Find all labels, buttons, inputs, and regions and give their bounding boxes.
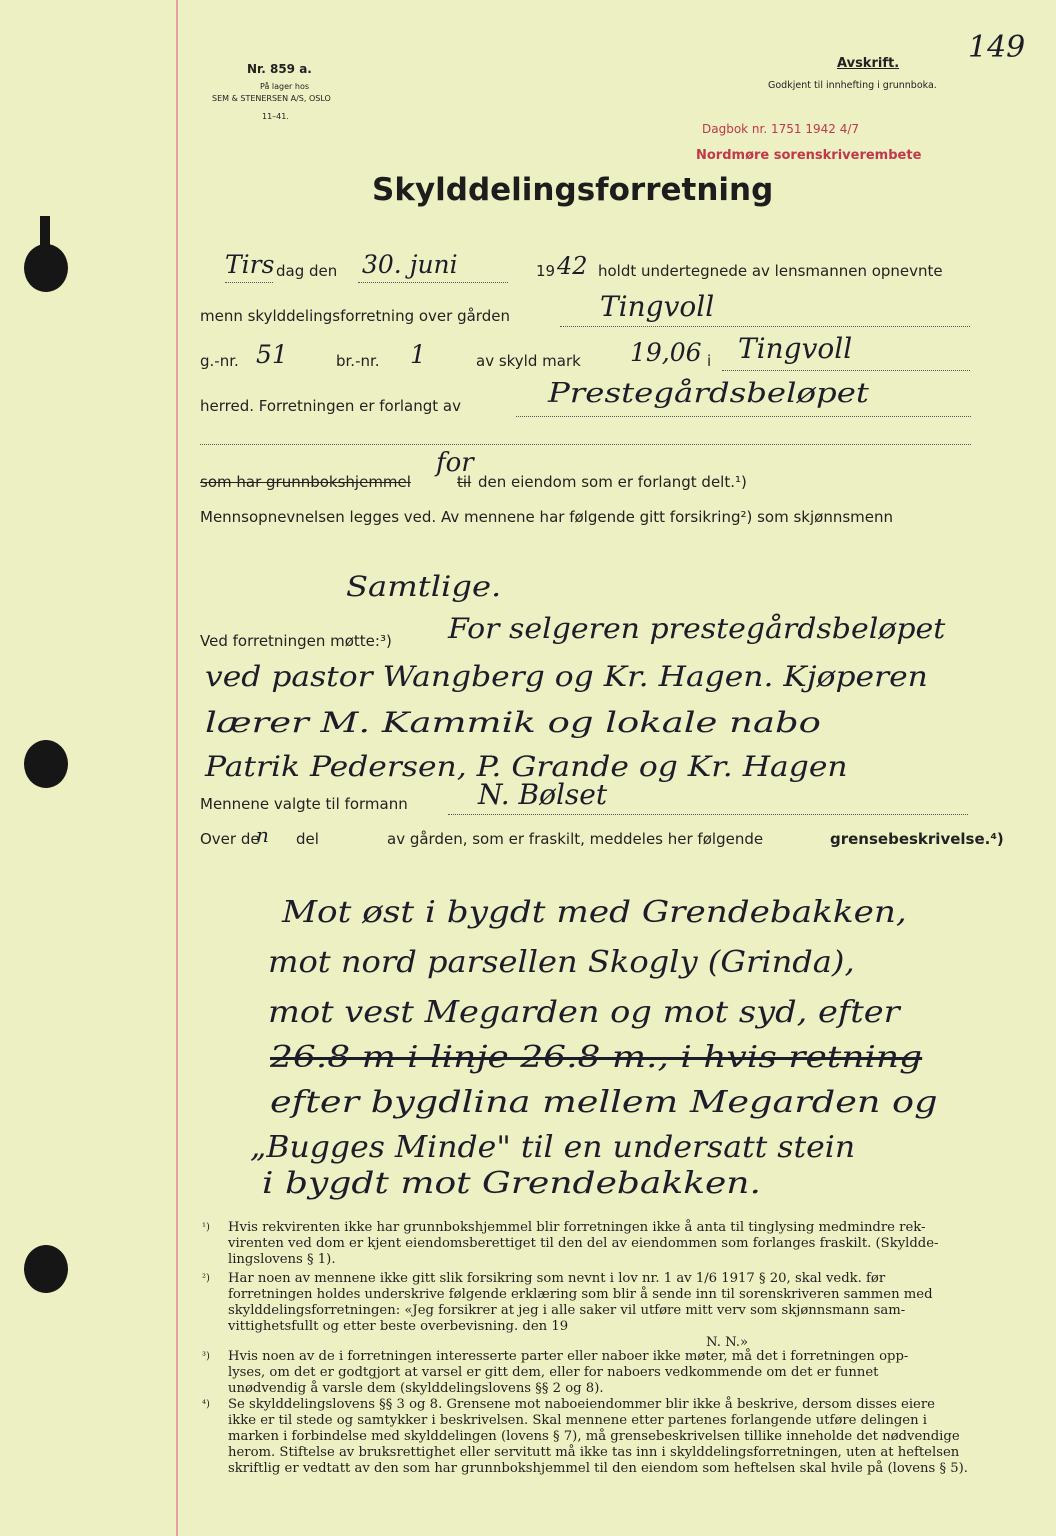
attended-line: lærer M. Kammik og lokale nabo bbox=[205, 706, 821, 739]
publisher-line1: På lager hos bbox=[260, 82, 309, 91]
footnote-mark: ²) bbox=[202, 1273, 210, 1284]
intro-tail: holdt undertegnede av lensmannen opnevnte bbox=[598, 262, 943, 280]
farm-value: Tingvoll bbox=[600, 290, 715, 323]
boundary-line: Mot øst i bygdt med Grendebakken, bbox=[282, 895, 907, 930]
boundary-line: i bygdt mot Grendebakken. bbox=[262, 1166, 761, 1201]
part-mid: del bbox=[296, 830, 319, 848]
footnote-mark: ⁴) bbox=[202, 1399, 210, 1410]
footnote-line: herom. Stiftelse av bruksrettighet eller servitutt må ikke tas inn i skylddelingsforretningen, uten at heftelsen bbox=[228, 1445, 960, 1460]
sworn-value: Samtlige. bbox=[346, 570, 502, 603]
binder-clip bbox=[40, 216, 50, 246]
bnr-label: br.-nr. bbox=[336, 352, 380, 370]
owner-tail: den eiendom som er forlangt delt.¹) bbox=[478, 473, 747, 491]
boundary-line: mot vest Megarden og mot syd, efter bbox=[268, 995, 900, 1030]
bnr-value: 1 bbox=[410, 340, 426, 369]
punch-hole bbox=[24, 244, 68, 292]
margin-rule bbox=[176, 0, 178, 1536]
fill-line bbox=[358, 282, 508, 283]
court-stamp: Nordmøre sorenskriverembete bbox=[696, 148, 922, 163]
fill-line bbox=[516, 416, 971, 417]
til-struck: til bbox=[457, 473, 472, 491]
date-value: 30. juni bbox=[362, 250, 458, 279]
skyld-value: 19,06 bbox=[630, 338, 702, 367]
attended-line: ved pastor Wangberg og Kr. Hagen. Kjøperen bbox=[205, 660, 928, 693]
skyld-label: av skyld mark bbox=[476, 352, 581, 370]
part-tail: av gården, som er fraskilt, meddeles her følgende bbox=[387, 830, 764, 848]
footnote-mark: ³) bbox=[202, 1351, 210, 1362]
page-number: 149 bbox=[968, 30, 1026, 65]
year-prefix: 19 bbox=[536, 262, 556, 280]
boundary-line: mot nord parsellen Skogly (Grinda), bbox=[268, 945, 855, 980]
fill-line bbox=[225, 282, 273, 283]
chair-label: Mennene valgte til formann bbox=[200, 795, 408, 813]
boundary-line: efter bygdlina mellem Megarden og bbox=[270, 1085, 938, 1120]
footnote-line: marken i forbindelse med skylddelingen (lovens § 7), må grensebeskrivelsen tillike inneholde det nødvendige bbox=[228, 1429, 960, 1444]
footnote-line: virenten ved dom er kjent eiendomsberettiget til den del av eiendommen som forlanges fraskilt. (Skyldde- bbox=[228, 1236, 939, 1251]
farm-label: menn skylddelingsforretning over gården bbox=[200, 307, 510, 325]
publisher-line2: SEM & STENERSEN A/S, OSLO bbox=[212, 94, 331, 103]
part-prefix: Over de bbox=[200, 830, 260, 848]
footnote-line: lyses, om det er godtgjort at varsel er gitt dem, eller for naboers vedkommende om det er funnet bbox=[228, 1365, 879, 1380]
footnote-line: Hvis noen av de i forretningen interesserte parter eller naboer ikke møter, må det i forretningen opp- bbox=[228, 1349, 909, 1364]
journal-stamp: Dagbok nr. 1751 1942 4/7 bbox=[702, 122, 860, 136]
footnote-signature: N. N.» bbox=[706, 1335, 749, 1350]
footnote-line: skylddelingsforretningen: «Jeg forsikrer at jeg i alle saker vil utføre mitt verv som skjønnsmann sam- bbox=[228, 1303, 906, 1318]
footnote-line: unødvendig å varsle dem (skylddelingslovens §§ 2 og 8). bbox=[228, 1381, 604, 1396]
punch-hole bbox=[24, 1245, 68, 1293]
day-suffix: dag den bbox=[276, 262, 338, 280]
boundary-heading: grensebeskrivelse.⁴) bbox=[830, 830, 1004, 848]
i-label: i bbox=[707, 352, 712, 370]
footnote-line: forretningen holdes underskrive følgende erklæring som blir å sende inn til sorenskriveren sammen med bbox=[228, 1287, 933, 1302]
publisher-edition: 11–41. bbox=[262, 112, 289, 121]
chair-value: N. Bølset bbox=[478, 778, 608, 811]
attended-line: For selgeren prestegårdsbeløpet bbox=[448, 612, 946, 645]
footnote-line: Har noen av mennene ikke gitt slik forsikring som nevnt i lov nr. 1 av 1/6 1917 § 20, skal vedk. før bbox=[228, 1271, 886, 1286]
herred-label: herred. Forretningen er forlangt av bbox=[200, 397, 461, 415]
footnote-line: vittighetsfullt og etter beste overbevisning. den 19 bbox=[228, 1319, 569, 1334]
footnote-line: Hvis rekvirenten ikke har grunnbokshjemmel blir forretningen ikke å anta til tinglysing medmindre rek- bbox=[228, 1220, 926, 1235]
boundary-line: „Bugges Minde" til en undersatt stein bbox=[250, 1130, 856, 1165]
fill-line bbox=[200, 444, 971, 445]
footnote-line: lingslovens § 1). bbox=[228, 1252, 336, 1267]
punch-hole bbox=[24, 740, 68, 788]
boundary-line: 26.8 m i linje 26.8 m., i hvis retning bbox=[270, 1040, 923, 1075]
footnote-line: ikke er til stede og samtykker i beskrivelsen. Skal mennene etter partenes forlangende utføre delingen i bbox=[228, 1413, 928, 1428]
footnote-mark: ¹) bbox=[202, 1222, 210, 1233]
day-prefix: Tirs bbox=[225, 250, 275, 279]
page-title: Skylddelingsforretning bbox=[372, 172, 774, 208]
requester-value: Prestegårdsbeløpet bbox=[548, 378, 869, 409]
gnr-label: g.-nr. bbox=[200, 352, 239, 370]
year-value: 42 bbox=[557, 252, 588, 280]
fill-line bbox=[560, 326, 970, 327]
fill-line bbox=[448, 814, 968, 815]
owner-correction: for bbox=[436, 448, 474, 478]
approval-text: Godkjent til innhefting i grunnboka. bbox=[768, 80, 937, 91]
appointment-text: Mennsopnevnelsen legges ved. Av mennene har følgende gitt forsikring²) som skjønnsmenn bbox=[200, 508, 894, 526]
fill-line bbox=[722, 370, 970, 371]
attended-line: Patrik Pedersen, P. Grande og Kr. Hagen bbox=[205, 750, 848, 783]
owner-struck: som har grunnbokshjemmel bbox=[200, 473, 411, 491]
part-fill: n bbox=[256, 823, 269, 847]
footnote-line: Se skylddelingslovens §§ 3 og 8. Grensene mot naboeiendommer blir ikke å beskrive, dersom disses eiere bbox=[228, 1397, 935, 1412]
attended-label: Ved forretningen møtte:³) bbox=[200, 632, 392, 650]
copy-label: Avskrift. bbox=[837, 56, 900, 71]
gnr-value: 51 bbox=[256, 340, 288, 369]
municipality-value: Tingvoll bbox=[738, 332, 853, 365]
footnote-line: skriftlig er vedtatt av den som har grunnbokshjemmel til den eiendom som heftelsen skal hvile på (lovens § 5). bbox=[228, 1461, 968, 1476]
form-number: Nr. 859 a. bbox=[247, 62, 312, 76]
